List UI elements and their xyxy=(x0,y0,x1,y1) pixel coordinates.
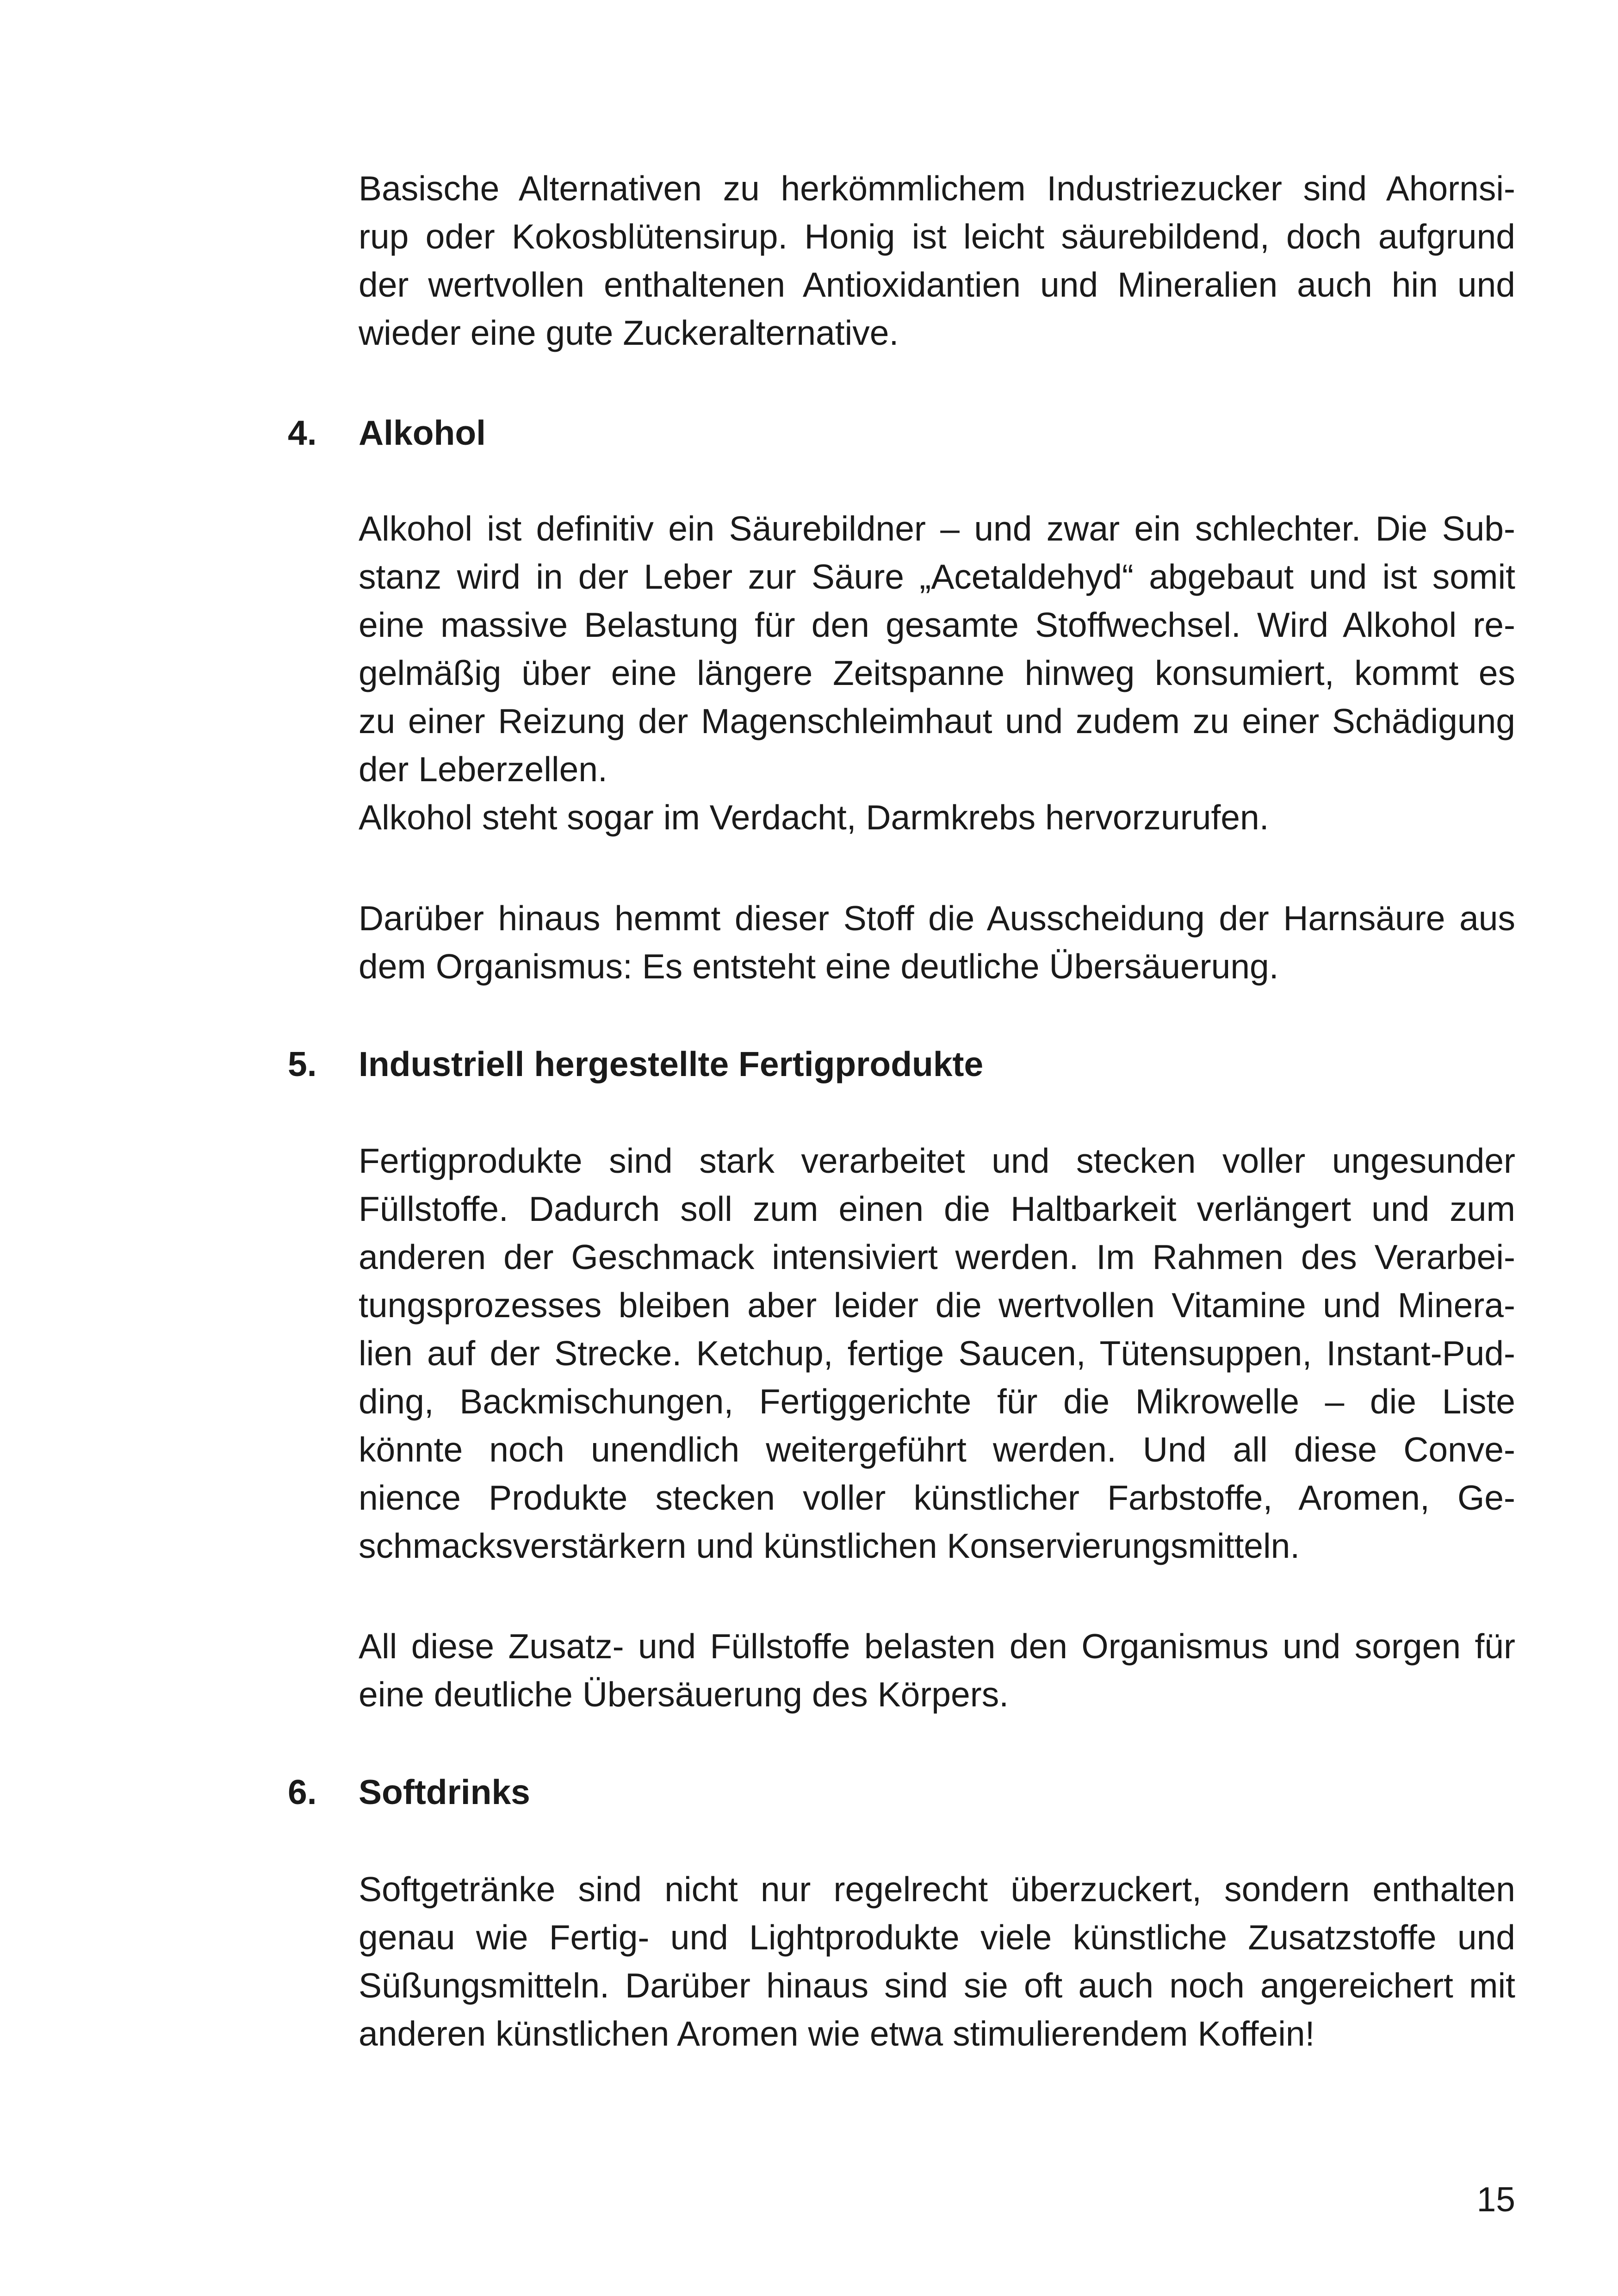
section-paragraph xyxy=(359,1622,1515,1718)
text-line: eine deutliche Übersäuerung des Körpers. xyxy=(359,1675,1009,1714)
section-number: 6. xyxy=(288,1773,317,1811)
section-title: Alkohol xyxy=(359,413,486,452)
text-line: Softgetränke sind nicht nur regelrecht überzuckert, sondern enthalten xyxy=(359,1870,1515,1909)
text-line: Darüber hinaus hemmt dieser Stoff die Ausscheidung der Harnsäure aus xyxy=(359,899,1515,938)
section-paragraph xyxy=(359,1865,1515,2058)
section-paragraph xyxy=(359,1137,1515,1570)
text-line: der Leberzellen. xyxy=(359,750,608,789)
section-heading-softdrinks xyxy=(288,1768,1537,1816)
text-line: schmacksverstärkern und künstlichen Konservierungsmitteln. xyxy=(359,1526,1300,1565)
section-title: Industriell hergestellte Fertigprodukte xyxy=(359,1045,984,1083)
text-line: Alkohol steht sogar im Verdacht, Darmkrebs hervorzurufen. xyxy=(359,798,1269,837)
text-line: dem Organismus: Es entsteht eine deutliche Übersäuerung. xyxy=(359,947,1279,986)
text-line: anderen der Geschmack intensiviert werden. Im Rahmen des Verarbei- xyxy=(359,1238,1515,1276)
text-line: eine massive Belastung für den gesamte Stoffwechsel. Wird Alkohol re- xyxy=(359,605,1515,644)
text-line: ding, Backmischungen, Fertiggerichte für die Mikrowelle – die Liste xyxy=(359,1382,1515,1421)
section-paragraph xyxy=(359,894,1515,990)
text-line: genau wie Fertig- und Lightprodukte viele künstliche Zusatzstoffe und xyxy=(359,1918,1515,1957)
text-line: nience Produkte stecken voller künstlicher Farbstoffe, Aromen, Ge- xyxy=(359,1478,1515,1517)
text-line: Fertigprodukte sind stark verarbeitet und stecken voller ungesunder xyxy=(359,1141,1515,1180)
section-number: 5. xyxy=(288,1045,317,1083)
text-line: All diese Zusatz- und Füllstoffe belasten den Organismus und sorgen für xyxy=(359,1627,1515,1666)
text-line: lien auf der Strecke. Ketchup, fertige Saucen, Tütensuppen, Instant-Pud- xyxy=(359,1334,1515,1373)
text-line: Füllstoffe. Dadurch soll zum einen die Haltbarkeit verlängert und zum xyxy=(359,1189,1515,1228)
intro-paragraph xyxy=(359,164,1515,357)
section-paragraph xyxy=(359,504,1515,841)
section-title: Softdrinks xyxy=(359,1773,530,1811)
text-line: Süßungsmitteln. Darüber hinaus sind sie oft auch noch angereichert mit xyxy=(359,1966,1515,2005)
text-line: gelmäßig über eine längere Zeitspanne hinweg konsumiert, kommt es xyxy=(359,653,1515,692)
page-number: 15 xyxy=(1476,2180,1515,2219)
section-heading-fertigprodukte xyxy=(288,1040,1537,1088)
text-line: zu einer Reizung der Magenschleimhaut und zudem zu einer Schädigung xyxy=(359,702,1515,740)
text-line: könnte noch unendlich weitergeführt werden. Und all diese Conve- xyxy=(359,1430,1515,1469)
section-heading-alkohol xyxy=(288,409,1537,457)
text-line: wieder eine gute Zuckeralternative. xyxy=(359,313,899,352)
text-line: tungsprozesses bleiben aber leider die wertvollen Vitamine und Minera- xyxy=(359,1286,1515,1325)
text-line: Alkohol ist definitiv ein Säurebildner – und zwar ein schlechter. Die Sub- xyxy=(359,509,1515,548)
section-number: 4. xyxy=(288,413,317,452)
text-line: der wertvollen enthaltenen Antioxidantien und Mineralien auch hin und xyxy=(359,265,1515,304)
text-line: stanz wird in der Leber zur Säure „Acetaldehyd“ abgebaut und ist somit xyxy=(359,557,1515,596)
text-line: anderen künstlichen Aromen wie etwa stimulierendem Koffein! xyxy=(359,2014,1315,2053)
text-line: rup oder Kokosblütensirup. Honig ist leicht säurebildend, doch aufgrund xyxy=(359,217,1515,256)
text-line: Basische Alternativen zu herkömmlichem Industriezucker sind Ahornsi- xyxy=(359,169,1515,208)
